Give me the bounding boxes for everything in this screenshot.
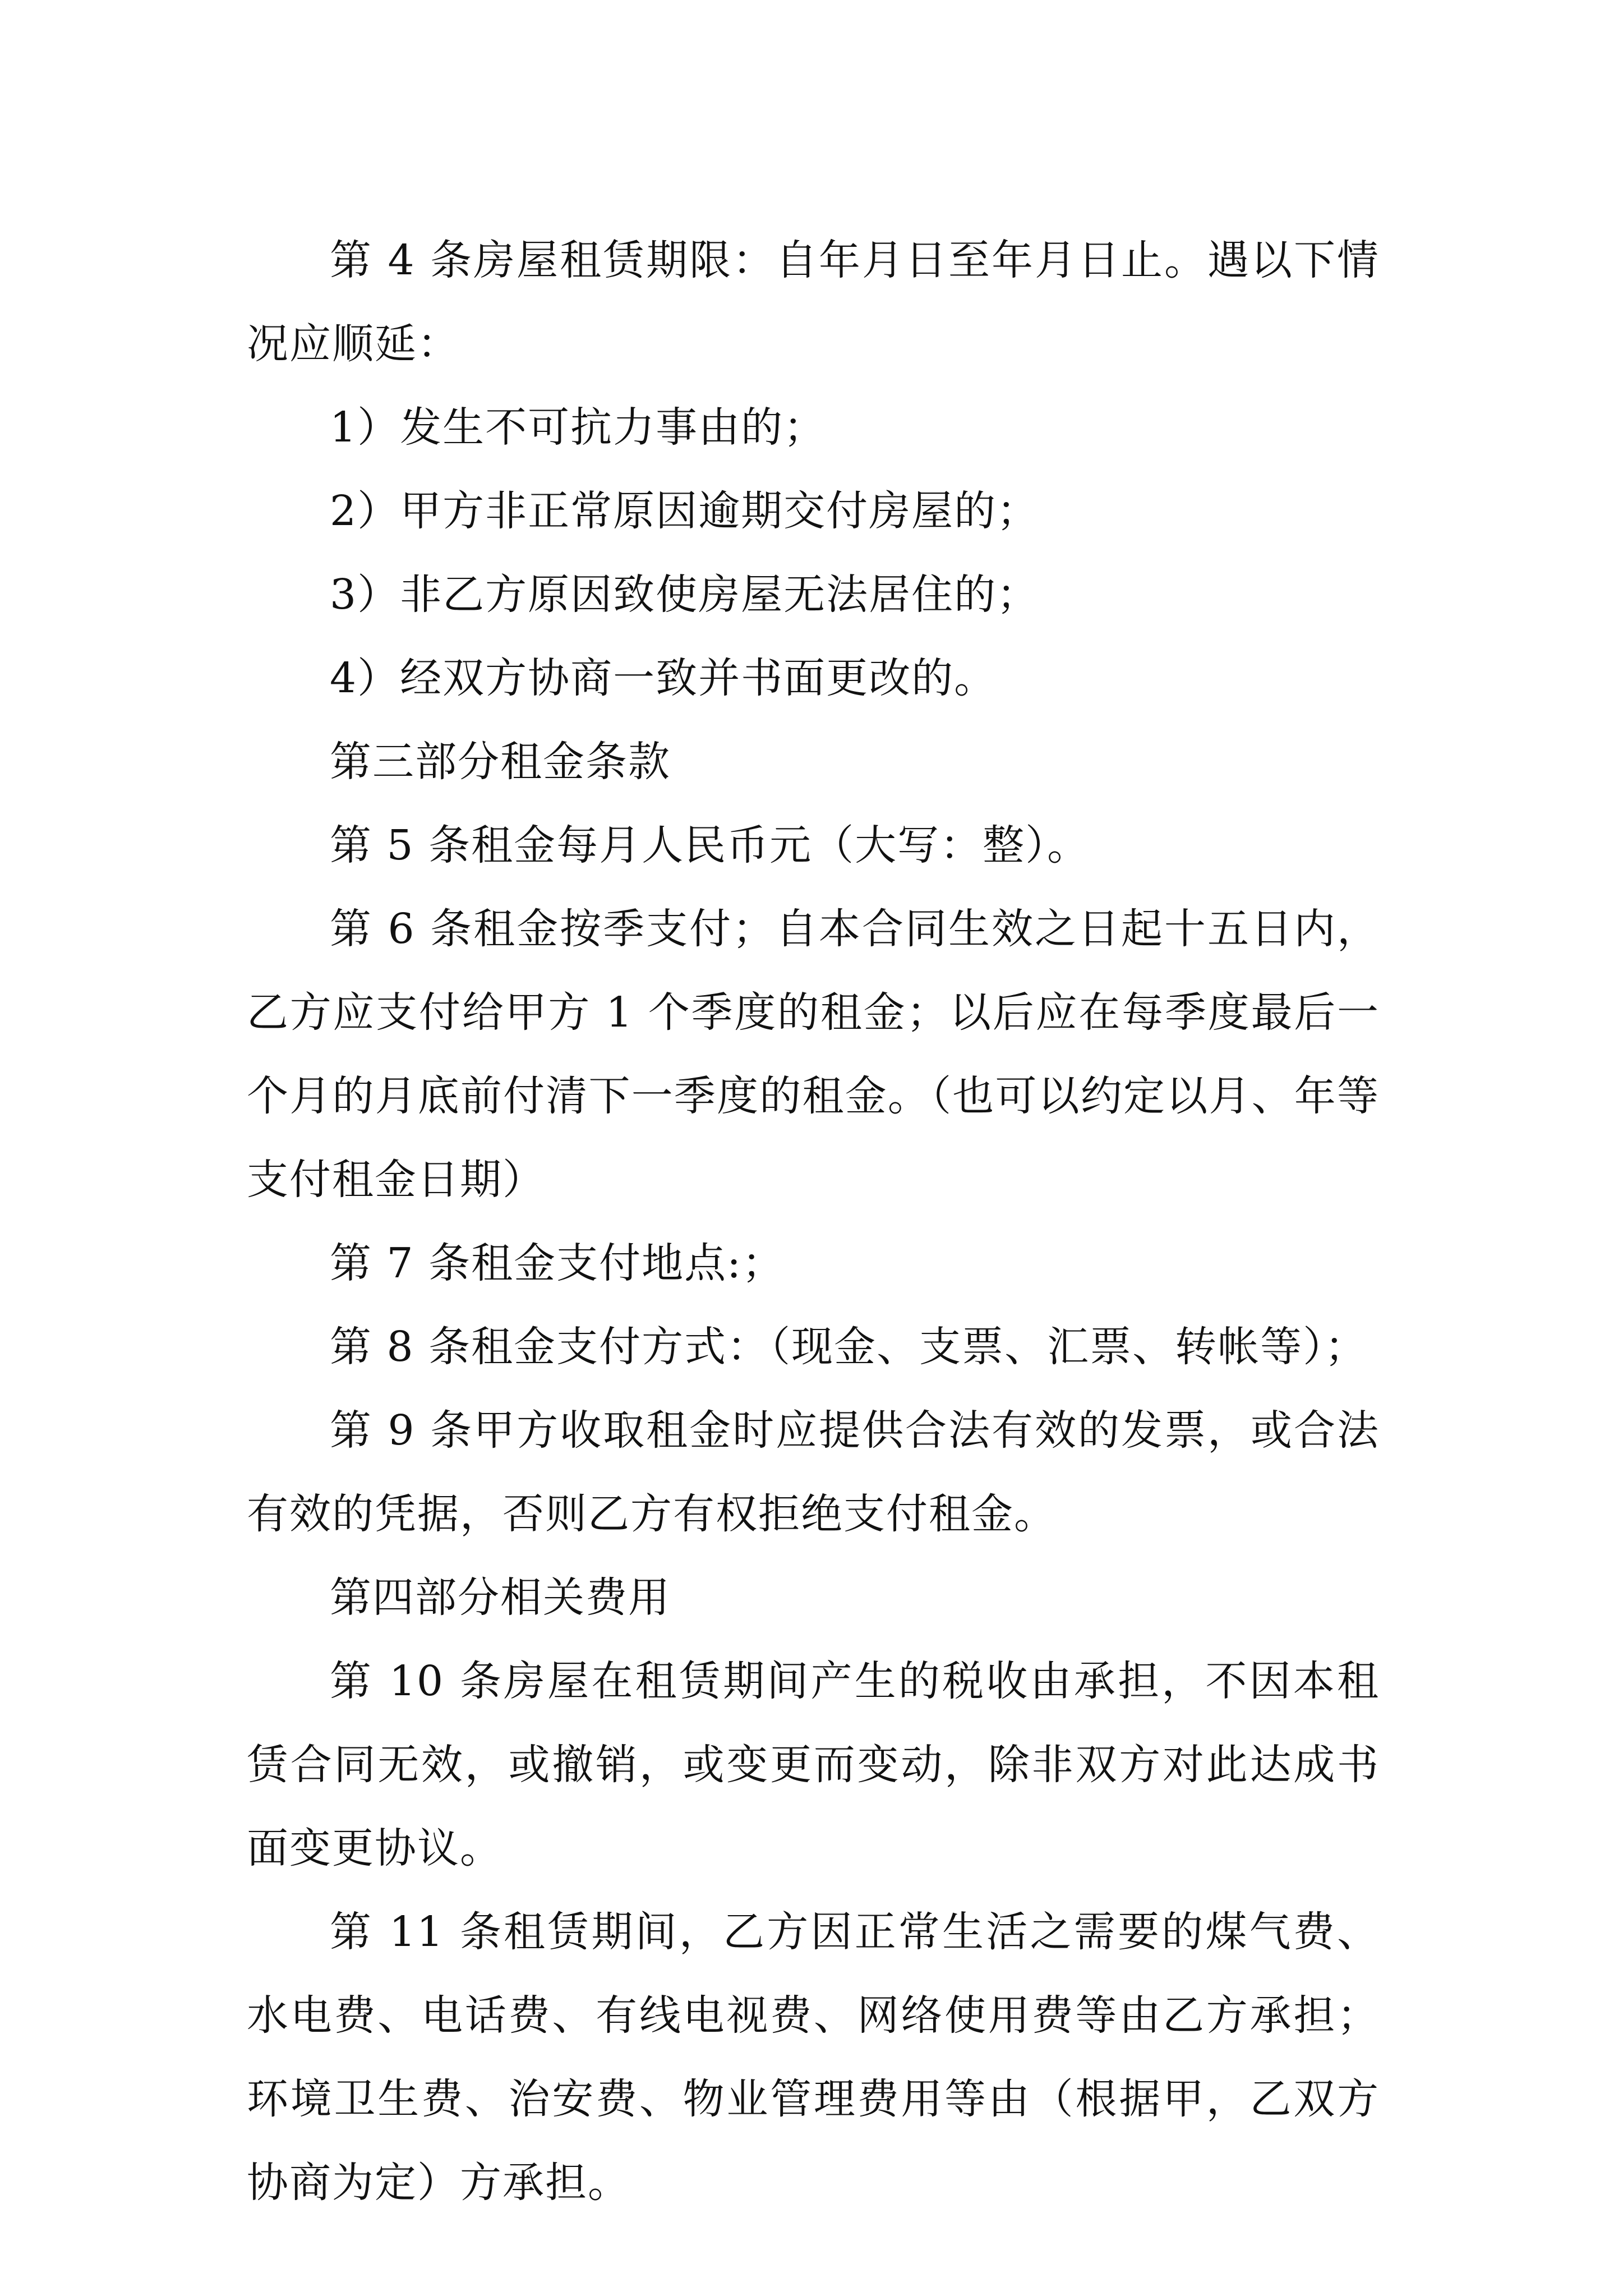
list-item-1: 1）发生不可抗力事由的； xyxy=(330,403,827,452)
paragraph-article-4: 第 4 条房屋租赁期限：自年月日至年月日止。遇以下情况应顺延： xyxy=(247,236,1380,368)
section-heading-part-3: 第三部分租金条款 xyxy=(330,738,671,786)
paragraph-article-11: 第 11 条租赁期间，乙方因正常生活之需要的煤气费、水电费、电话费、有线电视费、网络使用费等由乙方承担；环境卫生费、治安费、物业管理费用等由（根据甲，乙双方协商为定）方承担。 xyxy=(247,1908,1380,2207)
paragraph-article-9: 第 9 条甲方收取租金时应提供合法有效的发票，或合法有效的凭据，否则乙方有权拒绝支付租金。 xyxy=(247,1406,1380,1538)
paragraph-article-5: 第 5 条租金每月人民币元（大写：整）。 xyxy=(330,821,1090,869)
paragraph-article-8: 第 8 条租金支付方式：（现金、支票、汇票、转帐等）； xyxy=(330,1323,1368,1371)
list-item-3: 3）非乙方原因致使房屋无法居住的； xyxy=(330,570,1040,619)
list-item-2: 2）甲方非正常原因逾期交付房屋的； xyxy=(330,487,1040,535)
document-body xyxy=(247,219,1380,2225)
paragraph-article-10: 第 10 条房屋在租赁期间产生的税收由承担，不因本租赁合同无效，或撤销，或变更而变动，除非双方对此达成书面变更协议。 xyxy=(247,1657,1380,1872)
paragraph-article-6: 第 6 条租金按季支付；自本合同生效之日起十五日内，乙方应支付给甲方 1 个季度的租金；以后应在每季度最后一个月的月底前付清下一季度的租金。（也可以约定以月、年等支付租金日期） xyxy=(247,905,1380,1204)
paragraph-article-7: 第 7 条租金支付地点:； xyxy=(330,1239,785,1287)
list-item-4: 4）经双方协商一致并书面更改的。 xyxy=(330,654,997,702)
section-heading-part-4: 第四部分相关费用 xyxy=(330,1573,671,1622)
